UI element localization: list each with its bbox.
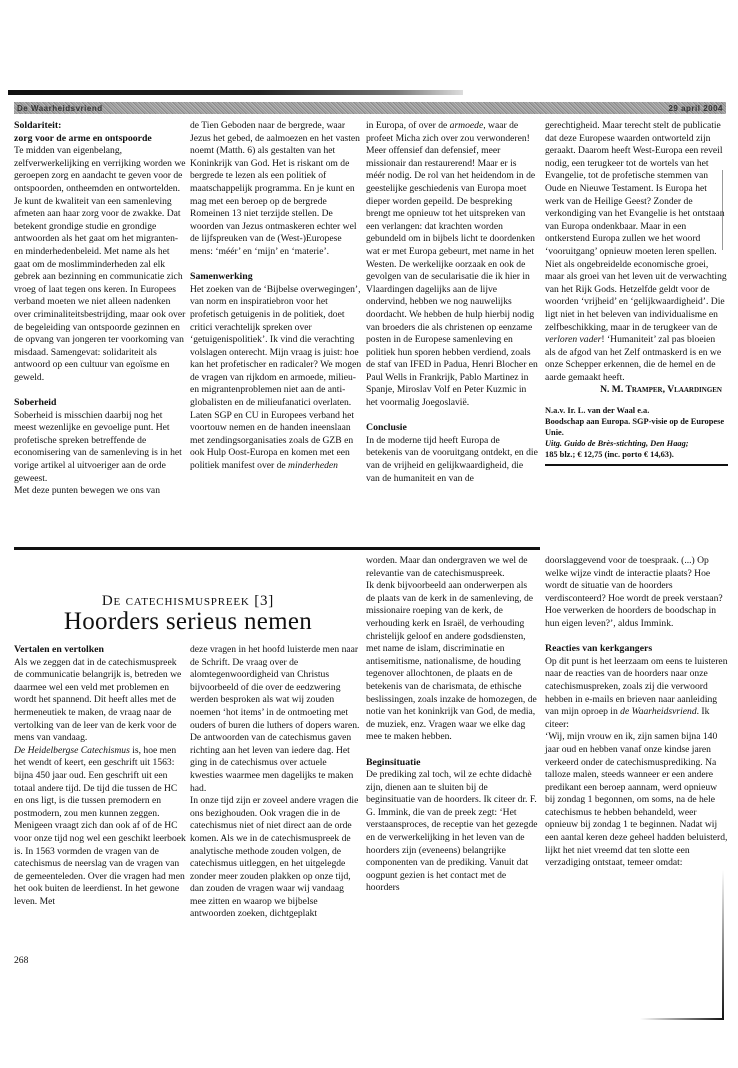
article1-column-2 — [190, 120, 362, 473]
emphasis: verloren vader — [545, 334, 602, 346]
emphasis: de Waarheidsvriend — [620, 706, 697, 718]
colophon-line: Boodschap aan Europa. SGP-visie op de Europese Unie. — [545, 417, 725, 438]
article2-column-1 — [14, 644, 186, 908]
paragraph: deze vragen in het hoofd luisterde men naar de Schrift. De vraag over de alomtegenwoordigheid van Christus bijvoorbeeld of die over de eedzwering werden besproken als wat wij zouden noemen ‘hot items’ in de ontmoeting met ouders of buren die luthers of dopers waren. De antwoorden van de catechismus gaven richting aan het leven van iedere dag. Het ging in de catechismus over actuele kwesties waarmee men dagelijks te maken had. — [190, 644, 360, 794]
text: gerechtigheid. Maar terecht stelt de publicatie dat deze Europese waarden ontworteld zijn geraakt. Daarom heeft West-Europa een reveil nodig, een terugkeer tot de wortels van het Evangelie, tot de profetische stemmen van Oude en Nieuwe Testament. Is Europa het werk van de Heilige Geest? Zonder de verkondiging van het Evangelie is het ontstaan van Europa ondenkbaar. Maar in een ontkerstend Europa zullen we het woord ‘vooruitgang’ opnieuw moeten leren spellen. Niet als ongebreidelde economische groei, maar als groei van het leven uit de verwachting van het Rijk Gods. Hetzelfde geldt voor de woorden ‘vrijheid’ en ‘gelijkwaardigheid’. Die ligt niet in het beleven van individualisme en zelfbeschikking, maar in de terugkeer van de — [545, 120, 727, 333]
quote-paragraph: ‘Wij, mijn vrouw en ik, zijn samen bijna 140 jaar oud en hebben vanaf onze kindse jaren verkeerd onder de catechismusprediking. Na talloze malen, steeds wanneer er een andere predikant een beroep aannam, werd opnieuw bij zondag 1 begonnen, om soms, na de hele catechismus te hebben behandeld, weer opnieuw bij zondag 1 te beginnen. Nadat wij een aantal keren deze geheel hadden beluisterd, lijkt het niet vreemd dat ten slotte een verzadiging ontstaat, temeer omdat: — [545, 731, 728, 869]
text: is, hoe men het wendt of keert, een geschrift uit 1563: bijna 450 jaar oud. Een geschrift uit een totaal andere tijd. De tijd die tussen de HC en ons ligt, is die tussen premodern en postmodern, zou men kunnen zeggen. Menigeen vraagt zich dan ook af of de HC voor onze tijd nog wel een geschikt leerboek is. In 1563 vormden de vragen van de catechismus de neerslag van de vragen van de gemeenteleden. Over die vragen had men het ook buiten de leerdienst. In het gewone leven. Met — [14, 744, 186, 907]
section-heading: Conclusie — [366, 422, 407, 434]
article2-column-4 — [545, 555, 728, 870]
colophon-line: N.a.v. Ir. L. van der Waal e.a. — [545, 406, 650, 416]
section-heading: Samenwerking — [190, 271, 253, 283]
section-divider — [14, 547, 540, 550]
section-subheading: zorg voor de arme en ontspoorde — [14, 132, 152, 144]
section-heading: Soberheid — [14, 397, 57, 409]
article1-column-1 — [14, 120, 186, 498]
paragraph — [190, 284, 362, 473]
page-edge-shadow — [722, 870, 724, 1020]
author-signature: N. M. Tramper, Vlaardingen — [600, 384, 722, 396]
text: in Europa, of over de — [366, 120, 450, 131]
page-number: 268 — [14, 955, 29, 966]
paragraph: In onze tijd zijn er zoveel andere vragen die ons bezighouden. Ook vragen die in de catechismus niet of niet direct aan de orde komen. Als we in de catechismuspreek de analytische methode zouden volgen, de catechismus uitleggen, en het uitgelegde zonder meer zouden plakken op onze tijd, dan zouden de vragen waar wij vandaag mee zitten en waarop we bijbelse antwoorden zoeken, dichtgeplakt — [190, 795, 359, 920]
emphasis: minderheden — [288, 460, 338, 472]
paragraph: Soberheid is misschien daarbij nog het meest wezenlijke en gevoelige punt. Het profetische spreken betreffende de economisering van de samenleving is in het vorige artikel al uitvoeriger aan de orde geweest. — [14, 409, 182, 484]
paragraph — [14, 745, 186, 909]
colophon-line: Uitg. Guido de Brès-stichting, Den Haag; — [545, 439, 689, 449]
article-kicker: De catechismuspreek [3] — [101, 593, 275, 609]
paragraph: Met deze punten bewegen we ons van — [14, 485, 160, 497]
article1-column-3 — [366, 120, 538, 485]
paragraph: de Tien Geboden naar de bergrede, waar Jezus het gebed, de aalmoezen en het vasten noemt (Matth. 6) als gestalten van het Koninkrijk van God. Het is riskant om de bergrede te lezen als een politiek of maatschappelijk programma. En je kunt en mag met een beroep op de bergrede Romeinen 13 niet terzijde stellen. De woorden van Jezus ontmaskeren echter wel de lijfspreuken van de (West-)Europese mens: ‘méér’ en ‘mijn’ en ‘materie’. — [190, 120, 360, 257]
publication-name: De Waarheidsvriend — [17, 103, 103, 113]
paragraph: Als we zeggen dat in de catechismuspreek de communicatie belangrijk is, betreden we daarmee wel een veld met problemen en wordt het spannend. Dit heeft alles met de hermeneutiek te maken, de vraag naar de vertolking van de leer van de kerk voor de mens van vandaag. — [14, 656, 182, 744]
paragraph: Ik denk bijvoorbeeld aan onderwerpen als de plaats van de kerk in de samenleving, de missionaire roeping van de kerk, de verhouding kerk en Israël, de verhouding christelijk geloof en andere godsdiensten, met name de islam, discriminatie en antisemitisme, nationalisme, de houding tegenover allochtonen, de plaats en de betekenis van de charismata, de ethische beslissingen, zoals inzake de homozegen, de notie van het koninkrijk van God, de media, de muziek, enz. Vragen waar we elke dag mee te maken hebben. — [366, 580, 537, 743]
section-heading: Beginsituatie — [366, 756, 421, 768]
paragraph: In de moderne tijd heeft Europa de betekenis van de vooruitgang ontdekt, en die van de vrijheid en gelijkwaardigheid, die van de humaniteit en van de — [366, 434, 538, 484]
article2-column-2 — [190, 644, 362, 921]
section-heading: Soldariteit: — [14, 120, 62, 131]
text: Op dit punt is het leerzaam om eens te luisteren naar de reacties van de hoorders naar onze catechismuspreken, zoals zij die verwoord hebben in e-mails en brieven naar aanleiding van mijn oproep in — [545, 655, 728, 718]
running-header — [14, 102, 726, 114]
section-heading: Vertalen en vertolken — [14, 644, 104, 655]
emphasis: De Heidelbergse Catechismus — [14, 744, 130, 756]
paragraph — [545, 656, 728, 732]
section-heading: Reacties van kerkgangers — [545, 643, 653, 655]
paragraph — [366, 120, 538, 410]
paragraph: doorslaggevend voor de toespraak. (...) Op welke wijze vindt de interactie plaats? Hoe wordt de situatie van de hoorders verdisconteerd? Hoe wordt de preek verstaan? Hoe verwerken de hoorders de boodschap in hun eigen leven?’, aldus Immink. — [545, 555, 723, 629]
top-rule — [8, 90, 463, 95]
paragraph: De prediking zal toch, wil ze echte didachè zijn, dienen aan te sluiten bij de beginsituatie van de hoorders. Ik citeer dr. F. G. Immink, die van de preek zegt: ‘Het verstaansproces, de receptie van het gezegde en de verwerkelijking in het leven van de hoorders zijn (eveneens) belangrijke componenten van de prediking. Vanuit dat oogpunt gezien is het contact met de hoorders — [366, 769, 538, 894]
article1-column-4 — [545, 120, 728, 466]
article2-column-3 — [366, 555, 538, 895]
paragraph: worden. Maar dan ondergraven we wel de relevantie van de catechismuspreek. — [366, 555, 528, 579]
book-colophon — [545, 405, 728, 466]
text: Het zoeken van de ‘Bijbelse overwegingen’, van norm en inspiratiebron voor het profetisch getuigenis in de politiek, doet critici verachtelijk spreken over ‘getuigenispolitiek’. Ik vind die verachting volslagen onterecht. Mijn vraag is juist: hoe kan het profetischer en radicaler? We mogen de vragen van rijkdom en armoede, milieu- en migrantenproblemen niet aan de anti-globalisten en de milieufanatici overlaten. Laten SGP en CU in Europees verband het voortouw nemen en de handen ineenslaan met zendingsorganisaties zoals de GZB en ook Hulp Oost-Europa en komen met een politiek manifest over de — [190, 283, 362, 472]
page-edge-shadow — [640, 1018, 724, 1020]
colophon-line: 185 blz.; € 12,75 (inc. porto € 14,63). — [545, 450, 674, 460]
paragraph — [545, 120, 728, 384]
emphasis: armoede — [449, 120, 484, 131]
text: , waar de profeet Micha zich over zou verwonderen! Meer offensief dan defensief, meer missionair dan restaurerend! Maar er is méér nodig. De rol van het heidendom in de geestelijke geschiedenis van Europa moet dieper worden gepeild. De bespreking brengt me opnieuw tot het uitspreken van een verlangen: dat krachten worden gebundeld om in bijbels licht te doordenken wat er met Europa gebeurt, met name in het Westen. De werkelijke oorzaak en ook de gevolgen van de secularisatie die ik hier in Vlaardingen dagelijks aan de lijve ondervind, hebben we nog nauwelijks doordacht. We hebben de hulp hierbij nodig van broeders die als christenen op eenzame posten in de Europese samenleving en politiek hun sporen hebben verdiend, zoals de staf van IFED in Padua, Henri Blocher en Paul Wells in Frankrijk, Pablo Martinez in Spanje, Miroslav Volf en Peter Kuzmic in het voormalig Joegoslavië. — [366, 120, 538, 409]
paragraph: Te midden van eigenbelang, zelfverwerkelijking en verrijking worden we geroepen zorg en aandacht te geven voor de ontspoorden, ontheemden en ontwortelden. Je kunt de kwaliteit van een samenleving afmeten aan haar zorg voor de zwakke. Dat betekent grondige studie en grondige antwoorden als het gaat om het migranten- en minderhedenbeleid. Met name als het gaat om de moslimminderheden zal elk gebrek aan bezinning en communicatie zich vroeg of laat tegen ons keren. In Europees verband moeten we niet alleen nadenken over criminaliteitsbestrijding, maar ook over de begeleiding van ontspoorde gezinnen en de opvang van jongeren ter voorkoming van misdaad. Samengevat: solidariteit als antwoord op een cultuur van egoïsme en geweld. — [14, 145, 186, 383]
text: ! ‘Humaniteit’ zal pas bloeien als de afgod van het Zelf ontmaskerd is en we onze Schepper erkennen, die de hemel en de aarde gemaakt heeft. — [545, 334, 722, 383]
article-title: Hoorders serieus nemen — [63, 608, 313, 635]
text: . Ik citeer: — [545, 706, 710, 730]
issue-date: 29 april 2004 — [668, 103, 723, 113]
